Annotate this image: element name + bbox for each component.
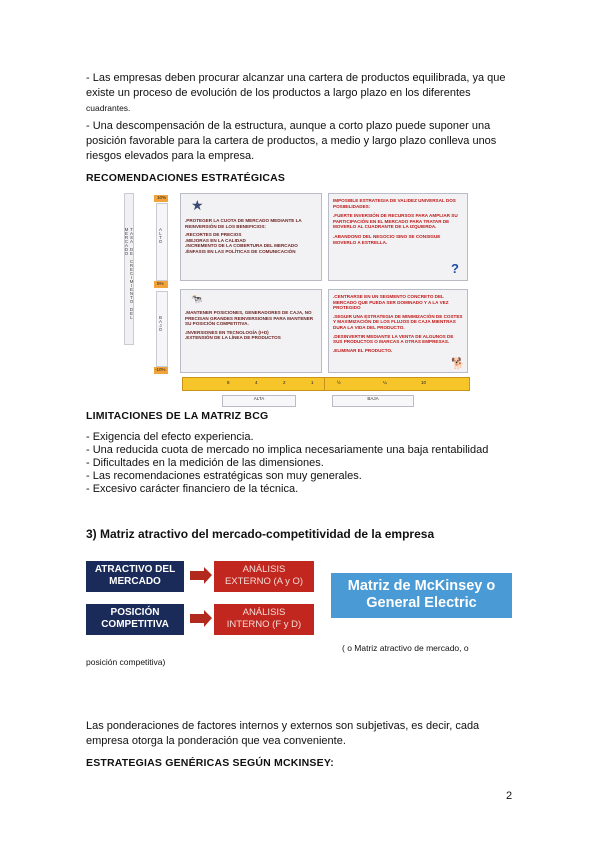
- limitations-list: [86, 431, 488, 496]
- bcg-matrix-figure: [120, 191, 346, 406]
- quadrant-estrella: [180, 193, 322, 281]
- heading-estrategias: ESTRATEGIAS GENÉRICAS SEGÚN MCKINSEY:: [86, 757, 334, 769]
- paragraph-descompensacion: [86, 119, 526, 164]
- text-line: Las ponderaciones de factores internos y externos son subjetivas, es decir, cada: [86, 720, 480, 732]
- axis-label: TASA DE CRECIMIENTO DEL MERCADO: [124, 227, 134, 319]
- posicion-competitiva-box: POSICIÓN COMPETITIVA: [86, 604, 184, 635]
- quadrant-perro: [328, 289, 468, 373]
- page-number: 2: [506, 790, 513, 802]
- text-line: - Una descompensación de la estructura, aunque a corto plazo puede suponer una: [86, 120, 491, 132]
- dog-icon: 🐕: [451, 358, 465, 370]
- alto-label: ALTO: [158, 227, 163, 243]
- list-item: - Dificultades en la medición de las dimensiones.: [86, 457, 324, 469]
- list-item: - Las recomendaciones estratégicas son muy generales.: [86, 470, 362, 482]
- text-line: - Las empresas deben procurar alcanzar una cartera de productos equilibrada, ya que: [86, 72, 506, 84]
- quadrant-vaca: [180, 289, 322, 373]
- list-item: - Exigencia del efecto experiencia.: [86, 431, 254, 443]
- caption-line-1: ( o Matriz atractivo de mercado, o: [342, 643, 469, 653]
- atractivo-mercado-box: ATRACTIVO DEL MERCADO: [86, 561, 184, 592]
- paragraph-ponderaciones: [86, 719, 526, 749]
- text-line: empresa otorga la ponderación que vea conveniente.: [86, 735, 346, 747]
- list-item: - Excesivo carácter financiero de la técnica.: [86, 483, 299, 495]
- paragraph-equilibrio: [86, 71, 526, 116]
- quadrant-interrogante: [328, 193, 468, 281]
- text-line: posición favorable para la cartera de productos, a medio y largo plazo conlleva unos: [86, 135, 497, 147]
- text-line: riesgos elevados para la empresa.: [86, 150, 255, 162]
- arrow-right-icon: [190, 571, 204, 580]
- tag-5: 5%: [154, 281, 168, 288]
- heading-matriz-atractivo: 3) Matriz atractivo del mercado-competitividad de la empresa: [86, 527, 435, 541]
- analisis-interno-box: ANÁLISIS INTERNO (F y D): [214, 604, 314, 635]
- heading-recomendaciones: RECOMENDACIONES ESTRATÉGICAS: [86, 172, 286, 184]
- dog-text: .CENTRARSE EN UN SEGMENTO CONCRETO DEL MERCADO QUE PUEDA SER DOMINADO Y A LA VEZ PROTEGIDO .SEGUIR UNA ESTRATEGIA DE MINIMIZACIÓN DE COSTES Y MAXIMIZACIÓN DE LOS FLUJOS DE CAJA MIENTRAS DURA LA VIDA DEL PRODUCTO. .DESINVERTIR MEDIANTE LA VENTA DE ALGUNOS DE SUS PRODUCTOS O MARCAS A OTRAS EMPRESAS. .ELIMINAR EL PRODUCTO.: [333, 294, 463, 353]
- cuota-mercado-bar: 8 4 2 1: [182, 377, 344, 391]
- analisis-externo-box: ANÁLISIS EXTERNO (A y O): [214, 561, 314, 592]
- tag-10: 10%: [154, 195, 168, 202]
- cow-text: .MANTENER POSICIONES, GENERADORES DE CAJA, NO PRECISAN GRANDES REINVERSIONES PARA MANTENER SU POSICIÓN COMPETITIVA. .INVERSIONES EN TECNOLOGÍA (I+D) .EXTENSIÓN DE LA LÍNEA DE PRODUCTOS: [185, 310, 314, 341]
- cuota-mercado-bar-right: ½ ¼ 10: [324, 377, 470, 391]
- star-icon: ★: [191, 197, 204, 213]
- cow-icon: 🐄: [191, 294, 203, 304]
- heading-limitaciones: LIMITACIONES DE LA MATRIZ BCG: [86, 410, 269, 422]
- bcg-matrix-right: [324, 191, 520, 406]
- alta-label: ALTA: [222, 395, 296, 407]
- question-icon: ?: [451, 261, 459, 276]
- question-text: IMPOSIBLE ESTRATEGIA DE VALIDEZ UNIVERSAL DOS POSIBILIDADES: .FUERTE INVERSIÓN DE RECURSOS PARA AMPLIAR SU PARTICIPACIÓN EN EL MERCADO PARA TRATAR DE MOVERLO AL CUADRANTE DE LA IZQUIERDA. .ABANDONO DEL NEGOCIO SINO SE CONSIGUE MOVERLO A ESTRELLA.: [333, 198, 458, 245]
- caption-line-2: posición competitiva): [86, 657, 166, 667]
- arrow-right-icon: [190, 614, 204, 623]
- tag-minus-10: -10%: [154, 367, 168, 374]
- baja-label: BAJA: [332, 395, 414, 407]
- star-text: .PROTEGER LA CUOTA DE MERCADO MEDIANTE LA REINVERSIÓN DE LOS BENEFICIOS: .RECORTES DE PRECIOS .MEJORAS EN LA CALIDAD .INCREMENTO DE LA COBERTURA DEL MERCADO .ÉNFASIS EN LAS POLÍTICAS DE COMUNICACIÓN: [185, 218, 302, 254]
- mckinsey-title-box: Matriz de McKinsey o General Electric: [331, 573, 512, 618]
- bajo-label: BAJO: [158, 315, 163, 331]
- list-item: - Una reducida cuota de mercado no implica necesariamente una baja rentabilidad: [86, 444, 489, 456]
- text-line: cuadrantes.: [86, 103, 131, 113]
- text-line: existe un proceso de evolución de los productos a largo plazo en los diferentes: [86, 87, 471, 99]
